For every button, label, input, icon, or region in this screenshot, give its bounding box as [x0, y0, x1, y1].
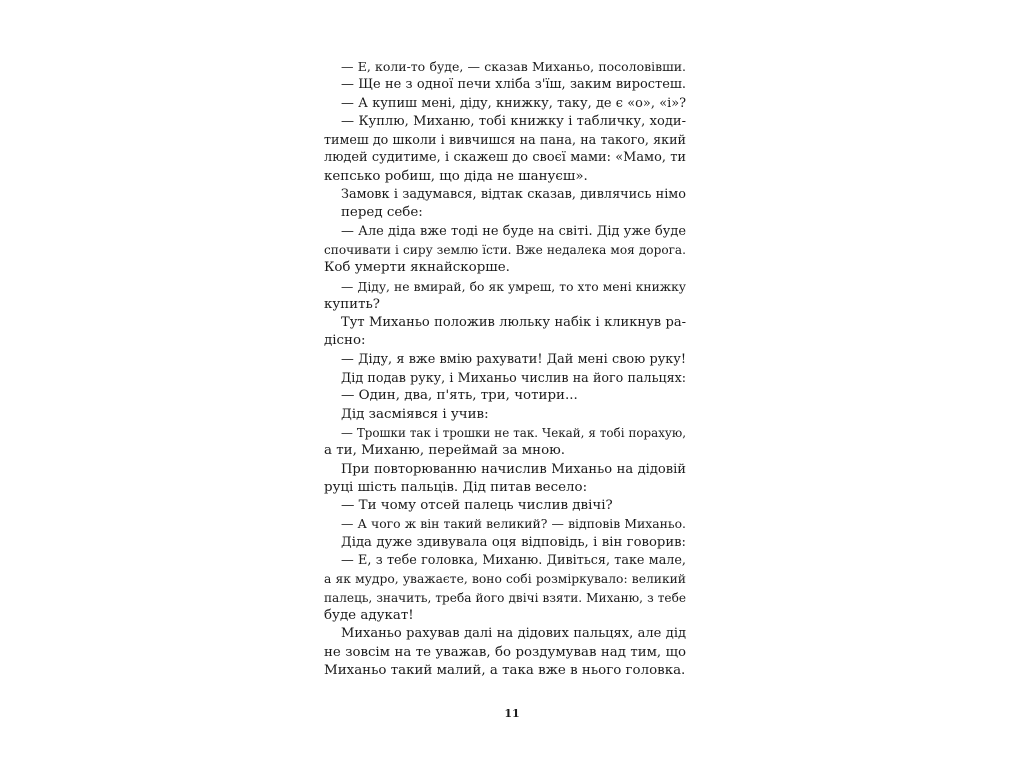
text-line: Дід подав руку, і Миханьо числив на його пальцях: — [341, 370, 686, 386]
text-line: — А купиш мені, діду, книжку, таку, де є «о», «і»? — [341, 95, 686, 111]
text-line: При повторюванню начислив Миханьо на дідовій — [341, 461, 686, 477]
text-line: Діда дуже здивувала оця відповідь, і він говорив: — [341, 534, 686, 550]
text-line: кепсько робиш, що діда не шануєш». — [324, 168, 588, 184]
text-line: — Ще не з одної печи хліба з'їш, заким виростеш. — [341, 77, 686, 93]
text-line: перед себе: — [341, 205, 423, 221]
text-line: — Діду, я вже вмію рахувати! Дай мені свою руку! — [341, 351, 686, 367]
text-line: — Один, два, п'ять, три, чотири... — [341, 388, 578, 404]
text-line: — Куплю, Миханю, тобі книжку і табличку, ходи- — [341, 113, 686, 129]
text-line: — Е, з тебе головка, Миханю. Дивіться, таке мале, — [341, 553, 686, 569]
text-line: буде адукат! — [324, 607, 414, 623]
text-line: тимеш до школи і вивчишся на пана, на такого, який — [324, 132, 686, 148]
text-line: а як мудро, уважаєте, воно собі розміркувало: великий — [324, 572, 686, 587]
text-line: не зовсім на те уважав, бо роздумував над тим, що — [324, 644, 686, 660]
text-line: спочивати і сиру землю їсти. Вже недалека моя дорога. — [324, 242, 686, 257]
text-line: палець, значить, треба його двічі взяти. Миханю, з тебе — [324, 590, 686, 605]
text-line: Дід засміявся і учив: — [341, 406, 489, 422]
text-line: — Трошки так і трошки не так. Чекай, я тобі порахую, — [341, 425, 686, 440]
text-line: дісно: — [324, 333, 366, 349]
text-line: Замовк і задумався, відтак сказав, дивлячись німо — [341, 187, 686, 203]
text-line: Тут Миханьо положив люльку набік і кликнув ра- — [341, 315, 686, 331]
text-line: а ти, Миханю, переймай за мною. — [324, 443, 566, 459]
text-line: — А чого ж він такий великий? — відповів Миханьо. — [341, 517, 686, 532]
text-line: — Ти чому отсей палець числив двічі? — [341, 498, 613, 514]
text-line: руці шість пальців. Дід питав весело: — [324, 479, 588, 495]
text-line: Миханьо рахував далі на дідових пальцях, але дід — [341, 626, 686, 642]
text-line: — Діду, не вмирай, бо як умреш, то хто мені книжку — [341, 279, 686, 294]
text-line: — Але діда вже тоді не буде на світі. Дід уже буде — [341, 223, 686, 239]
text-line: Миханьо такий малий, а така вже в нього головка. — [324, 662, 686, 678]
text-line: людей судитиме, і скажеш до своєї мами: «Мамо, ти — [324, 150, 686, 166]
book-page-text — [324, 58, 686, 680]
page-number: 11 — [504, 707, 520, 720]
text-line: — Е, коли-то буде, — сказав Миханьо, посоловівши. — [341, 59, 686, 74]
text-line: купить? — [324, 296, 380, 312]
text-line: Коб умерти якнайскорше. — [324, 260, 510, 276]
